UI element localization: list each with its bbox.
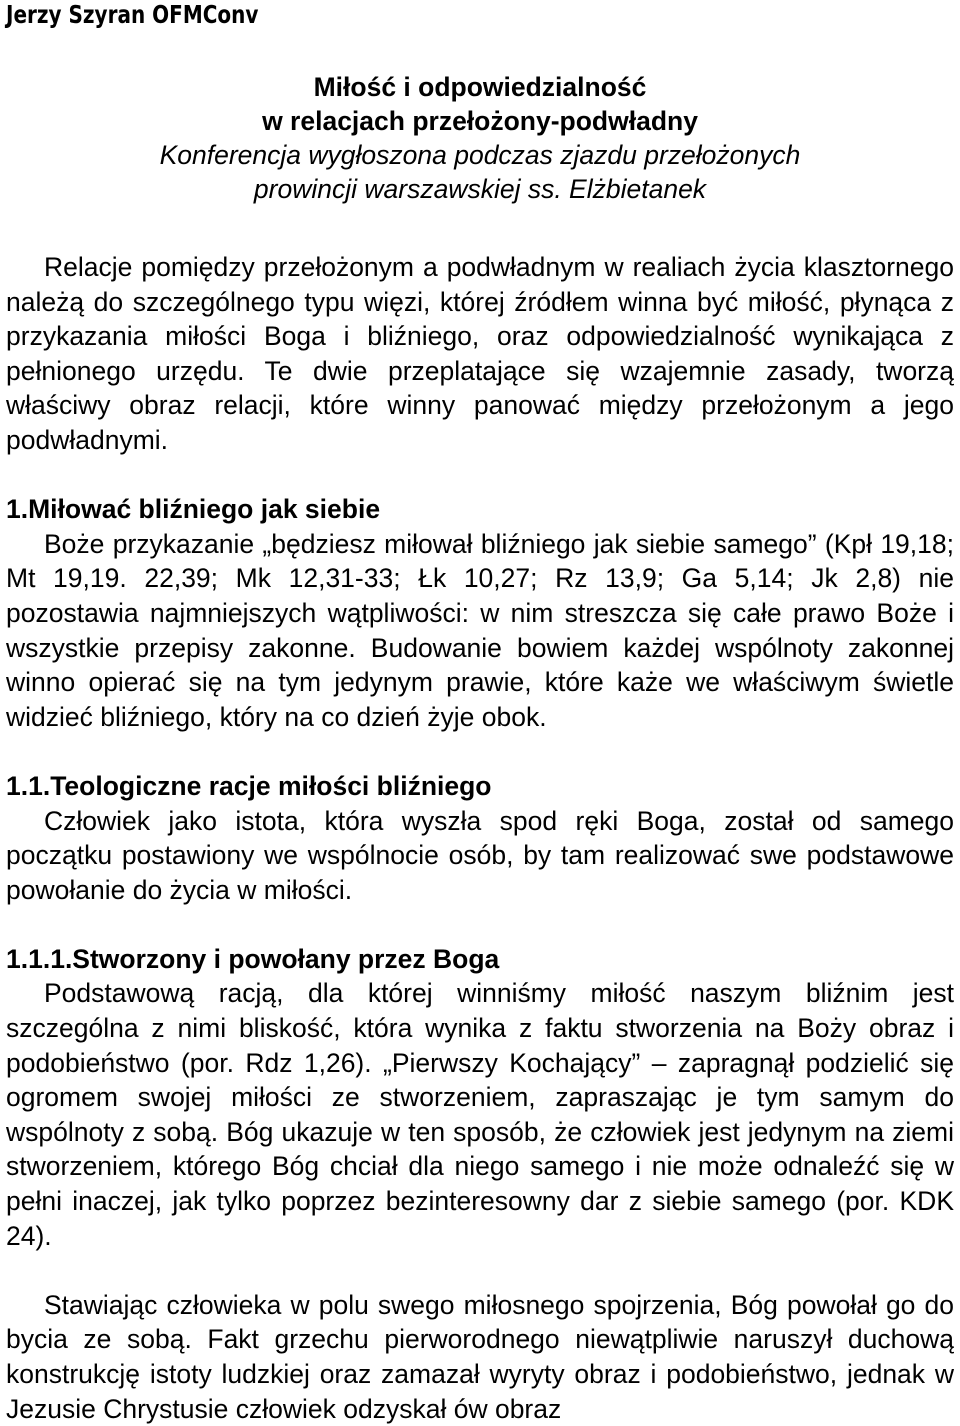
document-title-line2: w relacjach przełożony-podwładny: [262, 106, 698, 136]
author-name: Jerzy Szyran OFMConv: [6, 0, 259, 29]
document-subtitle: Konferencja wygłoszona podczas zjazdu przełożonych: [159, 140, 801, 170]
section-heading: 1.Miłować bliźniego jak siebie: [6, 494, 381, 525]
intro-paragraph: Relacje pomiędzy przełożonym a podwładnym w realiach życia klasztornego należą do szczególnego typu więzi, której źródłem winna być miłość, płynąca z przykazania miłości Boga i bliźniego, oraz odpowiedzialność wynikająca z pełnionego urzędu. Te dwie przeplatające się wzajemnie zasady, tworzą właściwy obraz relacji, które winny panować między przełożonym a jego podwładnymi.: [6, 252, 954, 455]
subsubsection-heading: 1.1.1.Stworzony i powołany przez Boga: [6, 943, 500, 974]
document-title: Miłość i odpowiedzialność: [313, 72, 647, 102]
subsection-heading: 1.1.Teologiczne racje miłości bliźniego: [6, 770, 492, 801]
subsubsection-paragraph-2: Stawiając człowieka w polu swego miłosnego spojrzenia, Bóg powołał go do bycia ze sobą. Fakt grzechu pierworodnego niewątpliwie naruszył duchową konstrukcję istoty ludzkiej oraz zamazał wyryty obraz i podobieństwo, jednak w Jezusie Chrystusie człowiek odzyskał ów obraz: [6, 1289, 954, 1424]
title-block: [0, 70, 960, 206]
subsubsection-paragraph: Podstawową racją, dla której winniśmy miłość naszym bliźnim jest szczególna z nimi bliskość, która wynika z faktu stworzenia na Boży obraz i podobieństwo (por. Rdz 1,26). „Pierwszy Kochający” – zapragnął podzielić się ogromem swojej miłości ze stworzeniem, zapraszając je tym samym do wspólnoty z sobą. Bóg ukazuje w ten sposób, że człowiek jest jedynym na ziemi stworzeniem, którego Bóg chciał dla niego samego i nie może odnaleźć się w pełni inaczej, jak tylko poprzez bezinteresowny dar z siebie samego (por. KDK 24).: [6, 978, 954, 1251]
subsection-paragraph: Człowiek jako istota, która wyszła spod ręki Boga, został od samego początku postawiony we wspólnocie osób, by tam realizować swe podstawowe powołanie do życia w miłości.: [6, 805, 954, 905]
document-subtitle-line2: prowincji warszawskiej ss. Elżbietanek: [253, 174, 707, 204]
document-body: [6, 250, 954, 1426]
section-paragraph: Boże przykazanie „będziesz miłował bliźniego jak siebie samego” (Kpł 19,18; Mt 19,19. 22,39; Mk 12,31-33; Łk 10,27; Rz 13,9; Ga 5,14; Jk 2,8) nie pozostawia najmniejszych wątpliwości: w nim streszcza się całe prawo Boże i wszystkie przepisy zakonne. Budowanie bowiem każdej wspólnoty zakonnej winno opierać się na tym jedynym prawie, które każe we właściwym świetle widzieć bliźniego, który na co dzień żyje obok.: [6, 528, 954, 732]
